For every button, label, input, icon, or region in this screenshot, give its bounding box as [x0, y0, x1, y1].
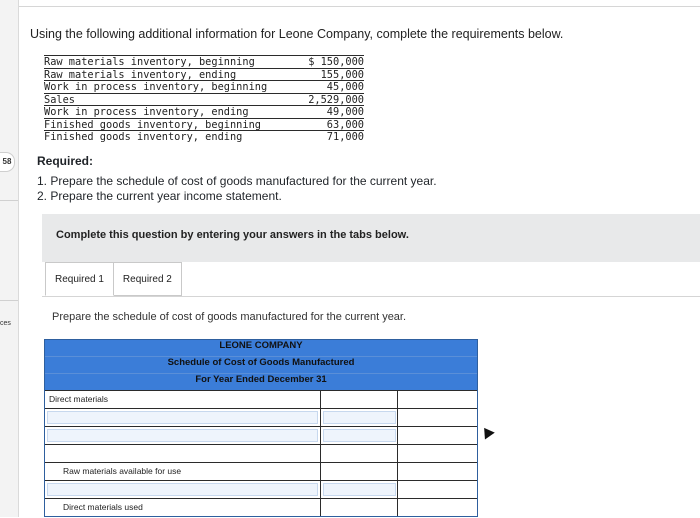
tab-panel [42, 296, 700, 518]
given-value: 63,000 [326, 118, 364, 131]
amount-cell [320, 463, 398, 480]
amount-cell [320, 499, 398, 516]
row-label-cell [45, 463, 320, 480]
given-row [44, 130, 364, 143]
given-value: 155,000 [320, 68, 364, 81]
row-label-cell [45, 499, 320, 516]
schedule-period: For Year Ended December 31 [195, 374, 327, 385]
row-label-cell[interactable] [45, 409, 320, 426]
instructions-banner [42, 214, 700, 262]
row-label-cell[interactable] [45, 481, 320, 498]
given-label: Finished goods inventory, ending [44, 131, 243, 143]
label-input[interactable] [47, 483, 318, 496]
given-row [44, 93, 364, 106]
schedule-table [44, 339, 478, 517]
given-label: Raw materials inventory, ending [44, 68, 237, 81]
table-row [45, 480, 477, 498]
instructions-text: Complete this question by entering your answers in the tabs below. [56, 229, 409, 241]
amount-input[interactable] [323, 483, 396, 496]
total-cell [397, 427, 478, 444]
amount-cell [320, 445, 398, 462]
amount-input[interactable] [323, 411, 396, 424]
given-label: Sales [44, 93, 75, 106]
table-row [45, 390, 477, 408]
intro-text: Using the following additional information for Leone Company, complete the requirements below. [30, 27, 564, 41]
rail-divider [0, 300, 18, 301]
row-label: Direct materials [49, 394, 109, 404]
given-label: Raw materials inventory, beginning [44, 56, 255, 68]
table-row [45, 444, 477, 462]
given-row [44, 105, 364, 118]
required-item: 2. Prepare the current year income statement. [37, 189, 282, 203]
requirement-tabs [45, 262, 182, 297]
amount-cell [320, 391, 398, 408]
given-value: $ 150,000 [308, 56, 364, 68]
company-name: LEONE COMPANY [219, 340, 303, 351]
given-value: 49,000 [326, 106, 364, 118]
label-input[interactable] [47, 429, 318, 442]
label-input[interactable] [47, 411, 318, 424]
amount-cell[interactable] [320, 481, 398, 498]
row-label-cell[interactable] [45, 427, 320, 444]
row-label: Direct materials used [63, 502, 143, 512]
required-list [37, 174, 437, 204]
row-label: Raw materials available for use [63, 466, 182, 476]
given-value: 71,000 [326, 131, 364, 143]
left-rail [0, 0, 19, 517]
total-cell [397, 481, 478, 498]
table-row [45, 462, 477, 480]
total-cell [397, 391, 478, 408]
schedule-header [45, 340, 477, 390]
required-heading: Required: [37, 154, 94, 168]
amount-input[interactable] [323, 429, 396, 442]
top-border [0, 0, 700, 7]
given-label: Work in process inventory, beginning [44, 81, 268, 93]
tab-required-2[interactable]: Required 2 [114, 262, 182, 296]
row-label-cell [45, 391, 320, 408]
total-cell [397, 499, 478, 516]
given-label: Work in process inventory, ending [44, 106, 249, 118]
given-label: Finished goods inventory, beginning [44, 118, 261, 131]
given-row [44, 55, 364, 68]
question-number-badge[interactable]: 58 [0, 152, 15, 172]
schedule-title: Schedule of Cost of Goods Manufactured [167, 357, 355, 368]
tab-required-1[interactable]: Required 1 [45, 262, 114, 296]
given-row [44, 80, 364, 93]
amount-cell[interactable] [320, 409, 398, 426]
table-row [45, 426, 477, 444]
panel-instruction: Prepare the schedule of cost of goods manufactured for the current year. [52, 311, 407, 323]
total-cell [397, 463, 478, 480]
table-row [45, 498, 477, 516]
given-value: 2,529,000 [308, 93, 364, 106]
table-row [45, 408, 477, 426]
required-item: 1. Prepare the schedule of cost of goods manufactured for the current year. [37, 174, 437, 188]
given-value: 45,000 [326, 81, 364, 93]
amount-cell[interactable] [320, 427, 398, 444]
given-row [44, 118, 364, 131]
given-row [44, 68, 364, 81]
rail-divider [0, 200, 18, 201]
total-cell [397, 409, 478, 426]
given-information [44, 55, 364, 143]
rail-label: ces [0, 320, 11, 327]
total-cell [397, 445, 478, 462]
row-label-cell [45, 445, 320, 462]
